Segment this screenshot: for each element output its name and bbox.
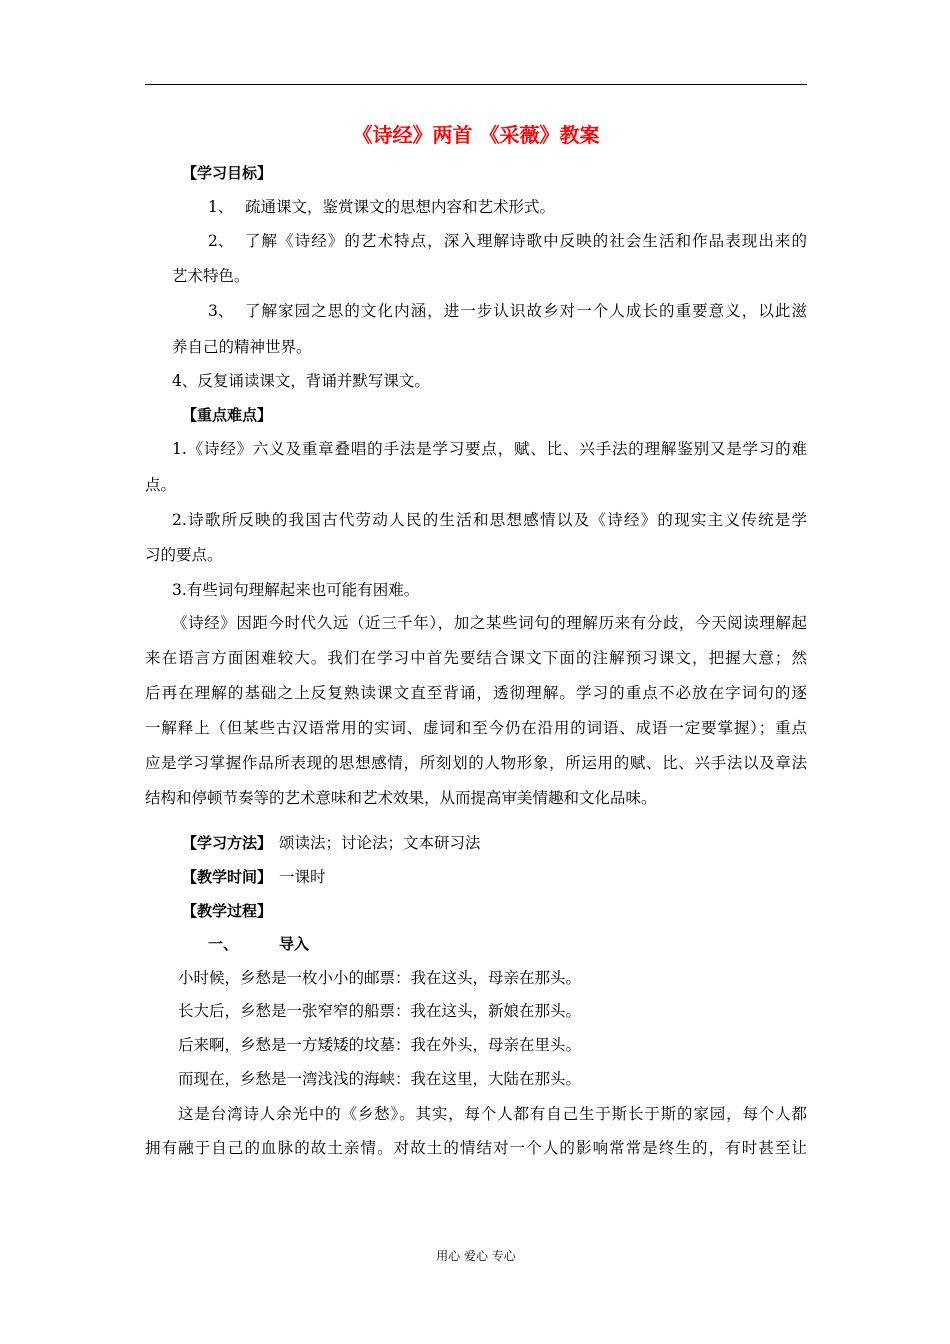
list-number: 3、: [208, 302, 234, 320]
header-rule: [145, 84, 807, 85]
heading-learning-methods: 【学习方法】: [182, 834, 273, 852]
heading-key-points: 【重点难点】: [182, 406, 273, 424]
heading-teaching-process: 【教学过程】: [182, 902, 273, 920]
poem-line: 小时候，乡愁是一枚小小的邮票：我在这头，母亲在那头。: [178, 969, 582, 987]
list-item-text: 了解家园之思的文化内涵，进一步认识故乡对一个人成长的重要意义，以此滋: [245, 302, 807, 320]
heading-teaching-time: 【教学时间】: [182, 868, 273, 886]
paragraph-line: 应是学习掌握作品所表现的思想感情，所刻划的人物形象，所运用的赋、比、兴手法以及章法: [145, 754, 807, 772]
paragraph-line: 拥有融于自己的血脉的故土亲情。对故土的情结对一个人的影响常常是终生的，有时甚至让: [145, 1139, 807, 1157]
page-title: 《诗经》两首 《采薇》教案: [352, 123, 600, 147]
paragraph-line: 来在语言方面困难较大。我们在学习中首先要结合课文下面的注解预习课文，把握大意；然: [145, 649, 807, 667]
page-footer: 用心 爱心 专心: [436, 1249, 516, 1263]
paragraph-line: 3.有些词句理解起来也可能有困难。: [172, 581, 420, 599]
poem-line: 后来啊，乡愁是一方矮矮的坟墓：我在外头，母亲在里头。: [178, 1036, 582, 1054]
poem-line: 而现在，乡愁是一湾浅浅的海峡：我在这里，大陆在那头。: [178, 1070, 582, 1088]
paragraph-line: 结构和停顿节奏等的艺术意味和艺术效果，从而提高审美情趣和文化品味。: [145, 789, 657, 807]
list-item-text: 了解《诗经》的艺术特点，深入理解诗歌中反映的社会生活和作品表现出来的: [245, 232, 807, 250]
paragraph-line: 一解释上（但某些古汉语常用的实词、虚词和至今仍在沿用的词语、成语一定要掌握）；重点: [145, 719, 807, 737]
section-number: 一、: [208, 935, 239, 953]
learning-methods-value: 颂读法；讨论法；文本研习法: [279, 834, 481, 852]
list-item-text: 4、反复诵读课文，背诵并默写课文。: [172, 372, 430, 390]
list-item-text: 疏通课文，鉴赏课文的思想内容和艺术形式。: [245, 198, 556, 216]
list-item-text: 艺术特色。: [172, 267, 250, 285]
paragraph-line: 1.《诗经》六义及重章叠唱的手法是学习要点，赋、比、兴手法的理解鉴别又是学习的难: [172, 440, 807, 458]
paragraph-line: 这是台湾诗人余光中的《乡愁》。其实，每个人都有自己生于斯长于斯的家园，每个人都: [178, 1105, 807, 1123]
poem-line: 长大后，乡愁是一张窄窄的船票：我在这头，新娘在那头。: [178, 1002, 582, 1020]
list-item-text: 养自己的精神世界。: [172, 338, 312, 356]
paragraph-line: 后再在理解的基础之上反复熟读课文直至背诵，透彻理解。学习的重点不必放在字词句的逐: [145, 684, 807, 702]
teaching-time-value: 一课时: [279, 868, 326, 886]
paragraph-line: 2.诗歌所反映的我国古代劳动人民的生活和思想感情以及《诗经》的现实主义传统是学: [172, 511, 807, 529]
section-heading: 导入: [279, 935, 310, 953]
paragraph-line: 点。: [145, 476, 177, 494]
paragraph-line: 习的要点。: [145, 546, 223, 564]
paragraph-line: 《诗经》因距今时代久远（近三千年），加之某些词句的理解历来有分歧，今天阅读理解起: [172, 614, 807, 632]
list-number: 2、: [208, 232, 234, 250]
list-number: 1、: [208, 198, 234, 216]
heading-learning-goals: 【学习目标】: [182, 164, 273, 182]
